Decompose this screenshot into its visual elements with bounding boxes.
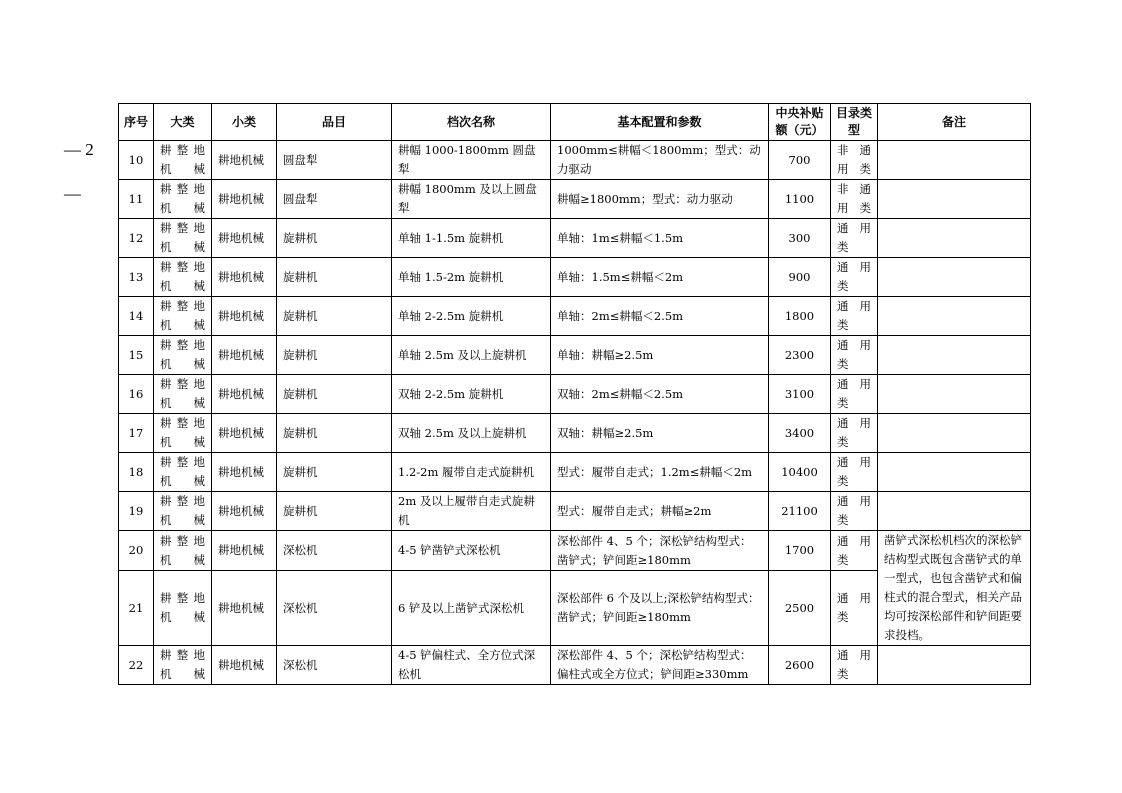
cell-config: 深松部件 6 个及以上;深松铲结构型式：凿铲式；铲间距≥180mm: [551, 571, 769, 646]
cell-config: 双轴：耕幅≥2.5m: [551, 414, 769, 453]
cell-catalog-type: 通用类: [831, 414, 878, 453]
cell-item: 旋耕机: [277, 414, 392, 453]
table-row: [119, 180, 1031, 219]
cell-item: 旋耕机: [277, 375, 392, 414]
cell-subsidy: 700: [769, 141, 831, 180]
cell-subcategory: 耕地机械: [212, 180, 277, 219]
header-subsidy: 中央补贴额（元）: [769, 104, 831, 141]
cell-subcategory: 耕地机械: [212, 531, 277, 571]
cell-item: 深松机: [277, 646, 392, 685]
cell-subcategory: 耕地机械: [212, 646, 277, 685]
cell-config: 1000mm≤耕幅＜1800mm；型式：动力驱动: [551, 141, 769, 180]
cell-category: 耕整地机械: [154, 375, 212, 414]
cell-config: 耕幅≥1800mm；型式：动力驱动: [551, 180, 769, 219]
cell-catalog-type: 通用类: [831, 297, 878, 336]
header-seq: 序号: [119, 104, 154, 141]
cell-config: 单轴：耕幅≥2.5m: [551, 336, 769, 375]
table-row: [119, 219, 1031, 258]
cell-subsidy: 300: [769, 219, 831, 258]
cell-grade-name: 双轴 2.5m 及以上旋耕机: [392, 414, 551, 453]
cell-subsidy: 1700: [769, 531, 831, 571]
cell-catalog-type: 通用类: [831, 258, 878, 297]
table-header-row: [119, 104, 1031, 141]
table-row: [119, 492, 1031, 531]
cell-grade-name: 2m 及以上履带自走式旋耕机: [392, 492, 551, 531]
cell-item: 旋耕机: [277, 336, 392, 375]
cell-item: 旋耕机: [277, 219, 392, 258]
cell-subsidy: 900: [769, 258, 831, 297]
cell-remark: [878, 414, 1031, 453]
header-remark: 备注: [878, 104, 1031, 141]
cell-category: 耕整地机械: [154, 258, 212, 297]
cell-remark: [878, 258, 1031, 297]
cell-category: 耕整地机械: [154, 219, 212, 258]
cell-remark: [878, 180, 1031, 219]
cell-config: 单轴：1.5m≤耕幅＜2m: [551, 258, 769, 297]
cell-category: 耕整地机械: [154, 453, 212, 492]
header-config: 基本配置和参数: [551, 104, 769, 141]
cell-grade-name: 单轴 2.5m 及以上旋耕机: [392, 336, 551, 375]
cell-seq: 20: [119, 531, 154, 571]
cell-subsidy: 3400: [769, 414, 831, 453]
cell-remark: [878, 336, 1031, 375]
header-category: 大类: [154, 104, 212, 141]
cell-subcategory: 耕地机械: [212, 492, 277, 531]
cell-category: 耕整地机械: [154, 336, 212, 375]
cell-config: 深松部件 4、5 个；深松铲结构型式：凿铲式；铲间距≥180mm: [551, 531, 769, 571]
cell-category: 耕整地机械: [154, 531, 212, 571]
cell-grade-name: 4-5 铲偏柱式、全方位式深松机: [392, 646, 551, 685]
table-row: [119, 336, 1031, 375]
cell-remark: [878, 646, 1031, 685]
cell-seq: 15: [119, 336, 154, 375]
cell-grade-name: 双轴 2-2.5m 旋耕机: [392, 375, 551, 414]
subsidy-table: [118, 103, 1031, 685]
cell-subsidy: 10400: [769, 453, 831, 492]
cell-item: 深松机: [277, 531, 392, 571]
cell-item: 旋耕机: [277, 258, 392, 297]
cell-grade-name: 耕幅 1800mm 及以上圆盘犁: [392, 180, 551, 219]
cell-seq: 11: [119, 180, 154, 219]
table-row: [119, 646, 1031, 685]
cell-grade-name: 单轴 1-1.5m 旋耕机: [392, 219, 551, 258]
cell-seq: 10: [119, 141, 154, 180]
cell-category: 耕整地机械: [154, 492, 212, 531]
cell-grade-name: 单轴 1.5-2m 旋耕机: [392, 258, 551, 297]
cell-category: 耕整地机械: [154, 646, 212, 685]
cell-subsidy: 1800: [769, 297, 831, 336]
cell-catalog-type: 通用类: [831, 492, 878, 531]
cell-catalog-type: 通用类: [831, 219, 878, 258]
cell-subsidy: 3100: [769, 375, 831, 414]
cell-item: 旋耕机: [277, 492, 392, 531]
cell-item: 圆盘犁: [277, 141, 392, 180]
cell-seq: 13: [119, 258, 154, 297]
cell-item: 深松机: [277, 571, 392, 646]
table-row: [119, 375, 1031, 414]
cell-remark: [878, 375, 1031, 414]
cell-catalog-type: 通用类: [831, 375, 878, 414]
cell-remark: [878, 492, 1031, 531]
cell-item: 旋耕机: [277, 453, 392, 492]
cell-seq: 16: [119, 375, 154, 414]
cell-config: 深松部件 4、5 个；深松铲结构型式：偏柱式或全方位式；铲间距≥330mm: [551, 646, 769, 685]
cell-seq: 19: [119, 492, 154, 531]
table-row: [119, 414, 1031, 453]
table-row: [119, 141, 1031, 180]
cell-remark: [878, 219, 1031, 258]
page-number: [64, 128, 94, 216]
cell-item: 旋耕机: [277, 297, 392, 336]
cell-subcategory: 耕地机械: [212, 571, 277, 646]
cell-subcategory: 耕地机械: [212, 414, 277, 453]
cell-subcategory: 耕地机械: [212, 375, 277, 414]
cell-remark: [878, 453, 1031, 492]
cell-grade-name: 1.2-2m 履带自走式旋耕机: [392, 453, 551, 492]
cell-subcategory: 耕地机械: [212, 453, 277, 492]
cell-catalog-type: 非通用类: [831, 141, 878, 180]
cell-grade-name: 6 铲及以上凿铲式深松机: [392, 571, 551, 646]
cell-subcategory: 耕地机械: [212, 297, 277, 336]
cell-config: 型式：履带自走式；耕幅≥2m: [551, 492, 769, 531]
header-catalog-type: 目录类型: [831, 104, 878, 141]
cell-config: 双轴：2m≤耕幅＜2.5m: [551, 375, 769, 414]
header-subcategory: 小类: [212, 104, 277, 141]
cell-remark: [878, 297, 1031, 336]
cell-subsidy: 1100: [769, 180, 831, 219]
cell-config: 单轴：2m≤耕幅＜2.5m: [551, 297, 769, 336]
cell-subsidy: 2600: [769, 646, 831, 685]
cell-seq: 17: [119, 414, 154, 453]
cell-subcategory: 耕地机械: [212, 141, 277, 180]
cell-catalog-type: 通用类: [831, 531, 878, 571]
cell-catalog-type: 通用类: [831, 336, 878, 375]
cell-grade-name: 耕幅 1000-1800mm 圆盘犁: [392, 141, 551, 180]
cell-item: 圆盘犁: [277, 180, 392, 219]
page-number-line-1: — 2: [64, 140, 94, 159]
cell-seq: 12: [119, 219, 154, 258]
cell-seq: 18: [119, 453, 154, 492]
cell-remark-merged: 凿铲式深松机档次的深松铲结构型式既包含凿铲式的单一型式，也包含凿铲式和偏柱式的混合型式，相关产品均可按深松部件和铲间距要求投档。: [878, 531, 1031, 646]
cell-subsidy: 21100: [769, 492, 831, 531]
page-number-line-2: —: [64, 184, 81, 203]
cell-category: 耕整地机械: [154, 141, 212, 180]
cell-category: 耕整地机械: [154, 297, 212, 336]
cell-config: 单轴：1m≤耕幅＜1.5m: [551, 219, 769, 258]
table-row: [119, 531, 1031, 571]
cell-seq: 14: [119, 297, 154, 336]
cell-grade-name: 单轴 2-2.5m 旋耕机: [392, 297, 551, 336]
cell-config: 型式：履带自走式；1.2m≤耕幅＜2m: [551, 453, 769, 492]
cell-subcategory: 耕地机械: [212, 258, 277, 297]
cell-subcategory: 耕地机械: [212, 336, 277, 375]
cell-seq: 21: [119, 571, 154, 646]
table-row: [119, 453, 1031, 492]
header-item: 品目: [277, 104, 392, 141]
cell-grade-name: 4-5 铲凿铲式深松机: [392, 531, 551, 571]
cell-category: 耕整地机械: [154, 571, 212, 646]
cell-remark: [878, 141, 1031, 180]
cell-catalog-type: 非通用类: [831, 180, 878, 219]
cell-catalog-type: 通用类: [831, 646, 878, 685]
cell-category: 耕整地机械: [154, 180, 212, 219]
cell-catalog-type: 通用类: [831, 571, 878, 646]
cell-seq: 22: [119, 646, 154, 685]
cell-category: 耕整地机械: [154, 414, 212, 453]
cell-subsidy: 2300: [769, 336, 831, 375]
header-grade-name: 档次名称: [392, 104, 551, 141]
table-row: [119, 297, 1031, 336]
table-row: [119, 258, 1031, 297]
cell-catalog-type: 通用类: [831, 453, 878, 492]
cell-subcategory: 耕地机械: [212, 219, 277, 258]
cell-subsidy: 2500: [769, 571, 831, 646]
